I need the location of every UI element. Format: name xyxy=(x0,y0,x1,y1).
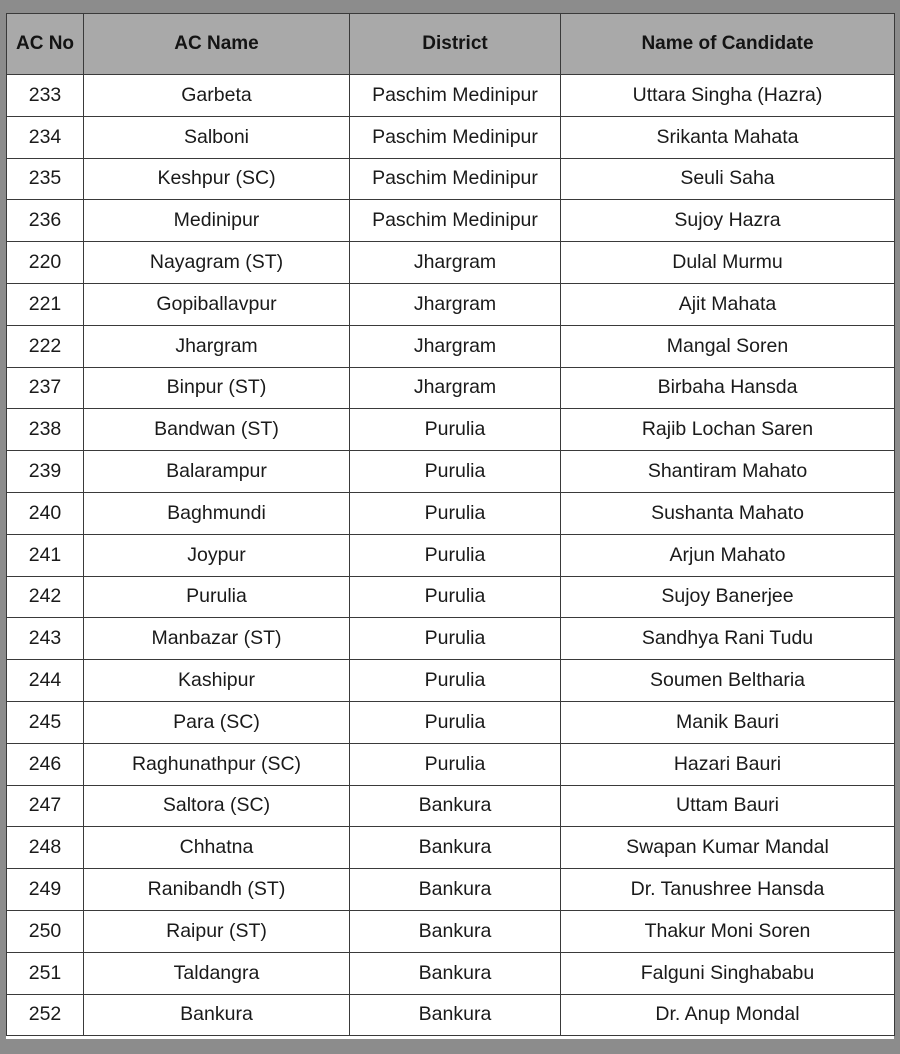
table-row xyxy=(7,869,895,911)
cell-candidate-name: Sujoy Hazra xyxy=(561,200,895,242)
cell-ac-no: 244 xyxy=(7,660,84,702)
cell-ac-no: 240 xyxy=(7,492,84,534)
table-row xyxy=(7,325,895,367)
cell-ac-no: 251 xyxy=(7,952,84,994)
table-header xyxy=(7,14,895,75)
cell-candidate-name: Sujoy Banerjee xyxy=(561,576,895,618)
cell-candidate-name: Arjun Mahato xyxy=(561,534,895,576)
table-row xyxy=(7,242,895,284)
cell-ac-no: 248 xyxy=(7,827,84,869)
cell-district: Paschim Medinipur xyxy=(350,116,561,158)
header-ac-no: AC No xyxy=(7,14,84,75)
cell-ac-name: Garbeta xyxy=(84,75,350,117)
cell-candidate-name: Dr. Tanushree Hansda xyxy=(561,869,895,911)
cell-district: Bankura xyxy=(350,785,561,827)
cell-ac-name: Balarampur xyxy=(84,451,350,493)
cell-ac-no: 249 xyxy=(7,869,84,911)
table-row xyxy=(7,701,895,743)
cell-district: Purulia xyxy=(350,618,561,660)
cell-ac-name: Bandwan (ST) xyxy=(84,409,350,451)
cell-district: Purulia xyxy=(350,701,561,743)
table-row xyxy=(7,367,895,409)
header-district: District xyxy=(350,14,561,75)
cell-candidate-name: Seuli Saha xyxy=(561,158,895,200)
cell-ac-name: Gopiballavpur xyxy=(84,283,350,325)
cell-candidate-name: Sushanta Mahato xyxy=(561,492,895,534)
cell-candidate-name: Ajit Mahata xyxy=(561,283,895,325)
header-row xyxy=(7,14,895,75)
table-row xyxy=(7,618,895,660)
table-row xyxy=(7,660,895,702)
cell-candidate-name: Thakur Moni Soren xyxy=(561,910,895,952)
cell-candidate-name: Shantiram Mahato xyxy=(561,451,895,493)
cell-candidate-name: Falguni Singhababu xyxy=(561,952,895,994)
cell-district: Bankura xyxy=(350,869,561,911)
candidate-table xyxy=(6,13,895,1036)
table-row xyxy=(7,451,895,493)
table-row xyxy=(7,158,895,200)
cell-candidate-name: Sandhya Rani Tudu xyxy=(561,618,895,660)
cell-district: Purulia xyxy=(350,451,561,493)
cell-ac-name: Jhargram xyxy=(84,325,350,367)
table-row xyxy=(7,283,895,325)
cell-district: Jhargram xyxy=(350,283,561,325)
table-row xyxy=(7,492,895,534)
table-row xyxy=(7,576,895,618)
cell-ac-name: Kashipur xyxy=(84,660,350,702)
table-body xyxy=(7,75,895,1036)
cell-ac-no: 239 xyxy=(7,451,84,493)
cell-district: Paschim Medinipur xyxy=(350,75,561,117)
cell-candidate-name: Manik Bauri xyxy=(561,701,895,743)
cell-district: Bankura xyxy=(350,910,561,952)
cell-candidate-name: Swapan Kumar Mandal xyxy=(561,827,895,869)
cell-district: Paschim Medinipur xyxy=(350,200,561,242)
cell-ac-name: Keshpur (SC) xyxy=(84,158,350,200)
table-row xyxy=(7,200,895,242)
cell-candidate-name: Uttam Bauri xyxy=(561,785,895,827)
cell-ac-name: Raghunathpur (SC) xyxy=(84,743,350,785)
table-row xyxy=(7,910,895,952)
cell-ac-name: Nayagram (ST) xyxy=(84,242,350,284)
cell-district: Bankura xyxy=(350,827,561,869)
cell-district: Purulia xyxy=(350,743,561,785)
cell-ac-no: 242 xyxy=(7,576,84,618)
cell-ac-name: Purulia xyxy=(84,576,350,618)
header-candidate-name: Name of Candidate xyxy=(561,14,895,75)
cell-ac-name: Saltora (SC) xyxy=(84,785,350,827)
header-ac-name: AC Name xyxy=(84,14,350,75)
cell-district: Bankura xyxy=(350,994,561,1036)
cell-ac-no: 243 xyxy=(7,618,84,660)
cell-ac-no: 234 xyxy=(7,116,84,158)
cell-ac-no: 233 xyxy=(7,75,84,117)
cell-candidate-name: Birbaha Hansda xyxy=(561,367,895,409)
cell-candidate-name: Mangal Soren xyxy=(561,325,895,367)
cell-district: Purulia xyxy=(350,660,561,702)
table-row xyxy=(7,534,895,576)
cell-ac-name: Taldangra xyxy=(84,952,350,994)
cell-district: Purulia xyxy=(350,409,561,451)
table-row xyxy=(7,409,895,451)
cell-ac-no: 247 xyxy=(7,785,84,827)
cell-ac-no: 220 xyxy=(7,242,84,284)
cell-candidate-name: Rajib Lochan Saren xyxy=(561,409,895,451)
cell-candidate-name: Srikanta Mahata xyxy=(561,116,895,158)
table-row xyxy=(7,743,895,785)
cell-ac-no: 235 xyxy=(7,158,84,200)
cell-ac-name: Raipur (ST) xyxy=(84,910,350,952)
cell-ac-name: Chhatna xyxy=(84,827,350,869)
table-row xyxy=(7,116,895,158)
cell-district: Purulia xyxy=(350,576,561,618)
table-row xyxy=(7,785,895,827)
table-row xyxy=(7,952,895,994)
cell-candidate-name: Dulal Murmu xyxy=(561,242,895,284)
cell-ac-no: 245 xyxy=(7,701,84,743)
cell-district: Jhargram xyxy=(350,367,561,409)
cell-ac-no: 252 xyxy=(7,994,84,1036)
cell-ac-name: Binpur (ST) xyxy=(84,367,350,409)
cell-ac-no: 241 xyxy=(7,534,84,576)
cell-district: Purulia xyxy=(350,492,561,534)
cell-ac-no: 250 xyxy=(7,910,84,952)
cell-candidate-name: Soumen Beltharia xyxy=(561,660,895,702)
cell-ac-name: Salboni xyxy=(84,116,350,158)
cell-ac-no: 236 xyxy=(7,200,84,242)
cell-ac-name: Baghmundi xyxy=(84,492,350,534)
cell-district: Bankura xyxy=(350,952,561,994)
cell-district: Jhargram xyxy=(350,242,561,284)
cell-district: Purulia xyxy=(350,534,561,576)
cell-ac-name: Para (SC) xyxy=(84,701,350,743)
cell-ac-name: Bankura xyxy=(84,994,350,1036)
table-row xyxy=(7,994,895,1036)
cell-district: Paschim Medinipur xyxy=(350,158,561,200)
cell-ac-no: 222 xyxy=(7,325,84,367)
cell-ac-name: Ranibandh (ST) xyxy=(84,869,350,911)
table-row xyxy=(7,75,895,117)
cell-ac-no: 238 xyxy=(7,409,84,451)
cell-ac-no: 246 xyxy=(7,743,84,785)
cell-candidate-name: Uttara Singha (Hazra) xyxy=(561,75,895,117)
cell-ac-name: Manbazar (ST) xyxy=(84,618,350,660)
table-row xyxy=(7,827,895,869)
cell-candidate-name: Dr. Anup Mondal xyxy=(561,994,895,1036)
cell-district: Jhargram xyxy=(350,325,561,367)
cell-ac-name: Joypur xyxy=(84,534,350,576)
cell-ac-no: 237 xyxy=(7,367,84,409)
candidate-list-sheet xyxy=(6,13,894,1039)
cell-ac-no: 221 xyxy=(7,283,84,325)
cell-ac-name: Medinipur xyxy=(84,200,350,242)
cell-candidate-name: Hazari Bauri xyxy=(561,743,895,785)
